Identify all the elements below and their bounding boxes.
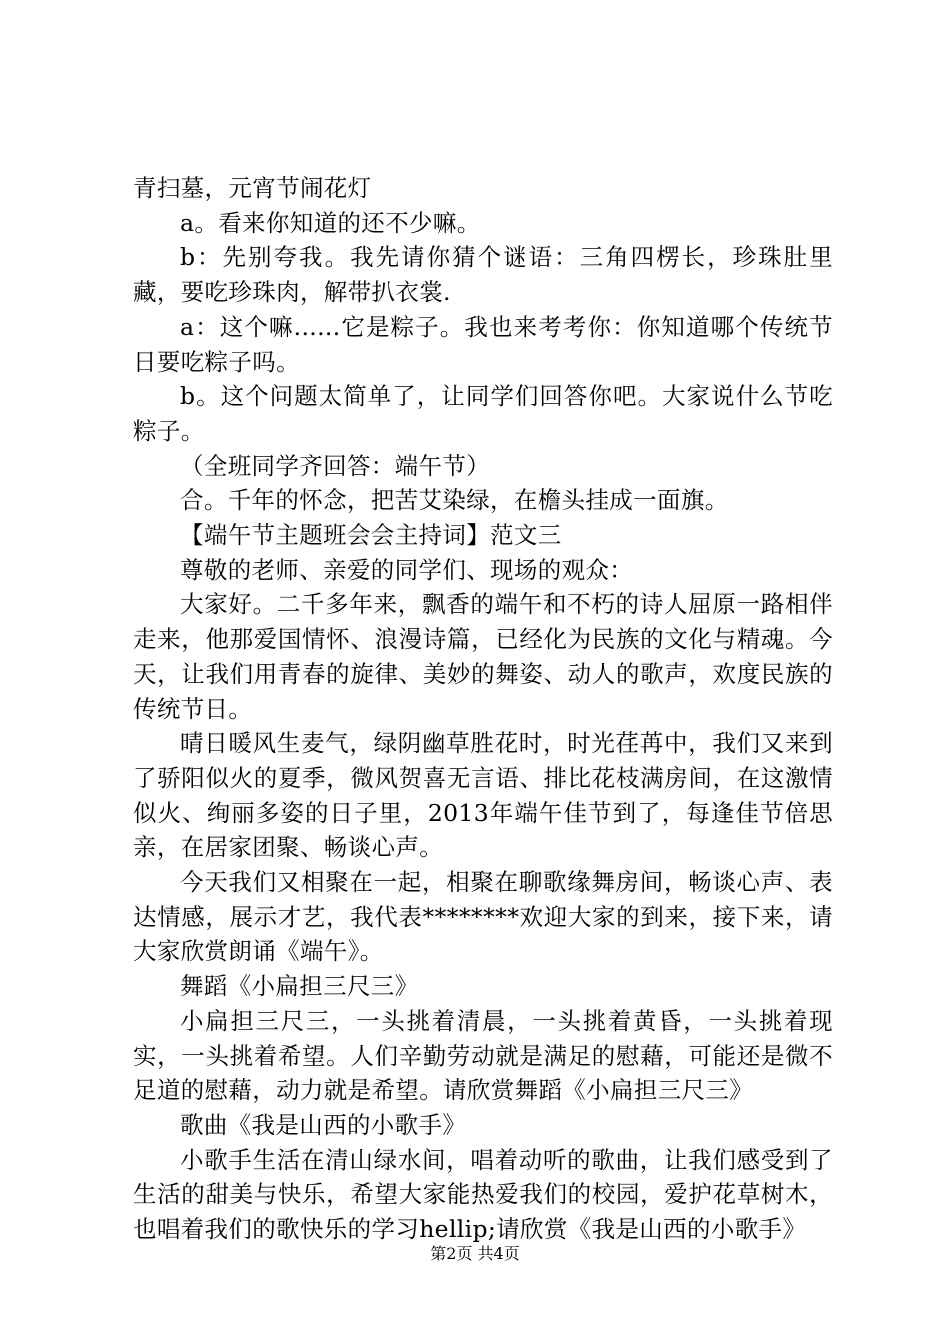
paragraph-dialogue-b-1: b：先别夸我。我先请你猜个谜语：三角四楞长，珍珠肚里藏，要吃珍珠肉，解带扒衣裳. [133, 243, 833, 307]
paragraph-continuation: 青扫墓，元宵节闹花灯 [133, 174, 372, 202]
document-body [133, 171, 833, 1247]
paragraph-dialogue-a-2: a：这个嘛......它是粽子。我也来考考你：你知道哪个传统节日要吃粽子吗。 [133, 312, 833, 376]
program-title-song: 歌曲《我是山西的小歌手》 [180, 1110, 467, 1139]
paragraph-gathering: 今天我们又相聚在一起，相聚在聊歌缘舞房间，畅谈心声、表达情感，展示才艺，我代表********欢迎大家的到来，接下来，请大家欣赏朗诵《端午》。 [133, 868, 833, 966]
paragraph-intro: 大家好。二千多年来，飘香的端午和不朽的诗人屈原一路相伴走来，他那爱国情怀、浪漫诗篇，已经化为民族的文化与精魂。今天，让我们用青春的旋律、美妙的舞姿、动人的歌声，欢度民族的传统节日。 [133, 590, 833, 723]
paragraph-dance-intro: 小扁担三尺三，一头挑着清晨，一头挑着黄昏，一头挑着现实，一头挑着希望。人们辛勤劳动就是满足的慰藉，可能还是微不足道的慰藉，动力就是希望。请欣赏舞蹈《小扁担三尺三》 [133, 1006, 833, 1105]
paragraph-class-answer: （全班同学齐回答：端午节） [180, 451, 491, 480]
paragraph-dialogue-a-1: a。看来你知道的还不少嘛。 [180, 208, 481, 237]
page-footer: 第2页 共4页 [430, 1244, 520, 1263]
program-title-dance: 舞蹈《小扁担三尺三》 [180, 972, 419, 1001]
paragraph-season: 晴日暖风生麦气，绿阴幽草胜花时，时光荏苒中，我们又来到了骄阳似火的夏季，微风贺喜无言语、排比花枝满房间，在这激情似火、绚丽多姿的日子里，2013年端午佳节到了，每逢佳节倍思亲，在居家团聚、畅谈心声。 [133, 729, 833, 862]
section-heading: 【端午节主题班会会主持词】范文三 [180, 521, 562, 550]
paragraph-dialogue-b-2: b。这个问题太简单了，让同学们回答你吧。大家说什么节吃粽子。 [133, 382, 833, 445]
paragraph-greeting: 尊敬的老师、亲爱的同学们、现场的观众： [180, 555, 634, 584]
paragraph-song-intro: 小歌手生活在清山绿水间，唱着动听的歌曲，让我们感受到了生活的甜美与快乐，希望大家能热爱我们的校园，爱护花草树木，也唱着我们的歌快乐的学习hellip;请欣赏《我是山西的小歌手》 [133, 1145, 833, 1244]
paragraph-together: 合。千年的怀念，把苦艾染绿，在檐头挂成一面旗。 [180, 486, 729, 515]
